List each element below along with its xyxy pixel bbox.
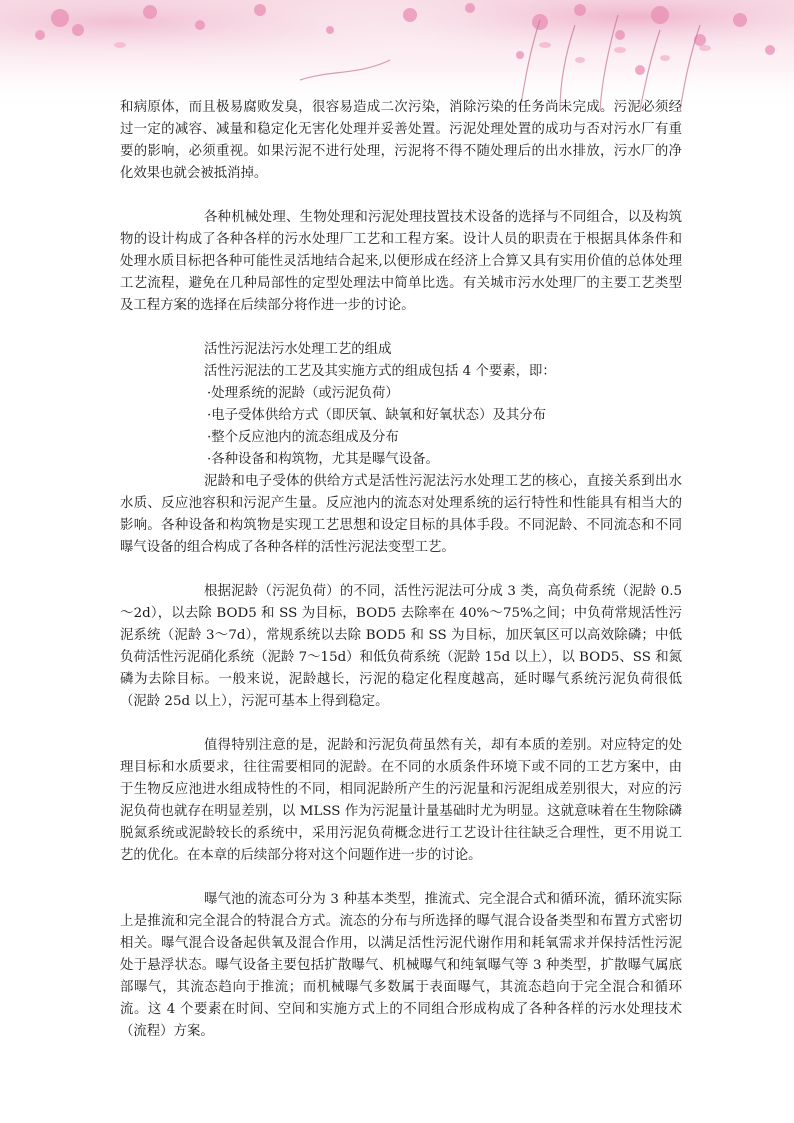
paragraph-process-selection: 各种机械处理、生物处理和污泥处理技置技术设备的选择与不同组合，以及构筑物的设计构成了各种各样的污水处理厂工艺和工程方案。设计人员的职责在于根据具体条件和处理水质目标把各种可能性灵活地结合起来,以便形成在经济上合算又具有实用价值的总体处理工艺流程，避免在几种局部性的定型处理法中简单比选。有关城市污水处理厂的主要工艺类型及工程方案的选择在后续部分将作进一步的讨论。 [120, 210, 682, 313]
paragraph-sludge-treatment: 和病原体，而且极易腐败发臭，很容易造成二次污染，消除污染的任务尚未完成。污泥必须经过一定的减容、减量和稳定化无害化处理并妥善处置。污泥处理处置的成功与否对污水厂有重要的影响，必须重视。如果污泥不进行处理，污泥将不得不随处理后的出水排放，污水厂的净化效果也就会被抵消掉。 [120, 100, 682, 181]
floral-decoration-icon [0, 0, 794, 110]
section-title: 活性污泥法污水处理工艺的组成 [204, 342, 392, 357]
paragraph-aeration-flow: 曝气池的流态可分为 3 种基本类型，推流式、完全混合式和循环流，循环流实际上是推流和完全混合的特混合方式。流态的分布与所选择的曝气混合设备类型和布置方式密切相关。曝气混合设备起供氧及混合作用，以满足活性污泥代谢作用和耗氧需求并保持活性污泥处于悬浮状态。曝气设备主要包括扩散曝气、机械曝气和纯氧曝气等 3 种类型，扩散曝气属底部曝气，其流态趋向于推流；而机械曝气多数属于表面曝气，其流态趋向于完全混合和循环流。这 4 个要素在时间、空间和实施方式上的不同组合形成构成了各种各样的污水处理技术（流程）方案。 [120, 892, 682, 1039]
list-item: ·各种设备和构筑物，尤其是曝气设备。 [207, 452, 439, 467]
document-body [120, 97, 682, 1043]
list-item: ·处理系统的泥龄（或污泥负荷） [207, 386, 399, 401]
section-intro: 活性污泥法的工艺及其实施方式的组成包括 4 个要素，即： [204, 364, 556, 379]
paragraph-sludge-age: 根据泥龄（污泥负荷）的不同，活性污泥法可分成 3 类，高负荷系统（泥龄 0.5～2d），以去除 BOD5 和 SS 为目标，BOD5 去除率在 40%～75%之间；中负荷常规活性污泥系统（泥龄 3～7d），常规系统以去除 BOD5 和 SS 为目标，加厌氧区可以高效除磷；中低负荷活性污泥硝化系统（泥龄 7～15d）和低负荷系统（泥龄 15d 以上），以 BOD5、SS 和氮磷为去除目标。一般来说，泥龄越长，污泥的稳定化程度越高，延时曝气系统污泥负荷很低（泥龄 25d 以上），污泥可基本上得到稳定。 [120, 584, 682, 709]
list-item: ·整个反应池内的流态组成及分布 [207, 430, 399, 445]
paragraph-core-factors: 泥龄和电子受体的供给方式是活性污泥法污水处理工艺的核心，直接关系到出水水质、反应池容积和污泥产生量。反应池内的流态对处理系统的运行特性和性能具有相当大的影响。各种设备和构筑物是实现工艺思想和设定目标的具体手段。不同泥龄、不同流态和不同曝气设备的组合构成了各种各样的活性污泥法变型工艺。 [120, 474, 682, 555]
list-item: ·电子受体供给方式（即厌氧、缺氧和好氧状态）及其分布 [207, 408, 547, 423]
floral-header-banner [0, 0, 794, 110]
paragraph-sludge-load: 值得特别注意的是，泥龄和污泥负荷虽然有关，却有本质的差别。对应特定的处理目标和水质要求，往往需要相同的泥龄。在不同的水质条件环境下或不同的工艺方案中，由于生物反应池进水组成特性的不同，相同泥龄所产生的污泥量和污泥组成差别很大，对应的污泥负荷也就存在明显差别，以 MLSS 作为污泥量计量基础时尤为明显。这就意味着在生物除磷脱氮系统或泥龄较长的系统中，采用污泥负荷概念进行工艺设计往往缺乏合理性，更不用说工艺的优化。在本章的后续部分将对这个问题作进一步的讨论。 [120, 738, 682, 863]
